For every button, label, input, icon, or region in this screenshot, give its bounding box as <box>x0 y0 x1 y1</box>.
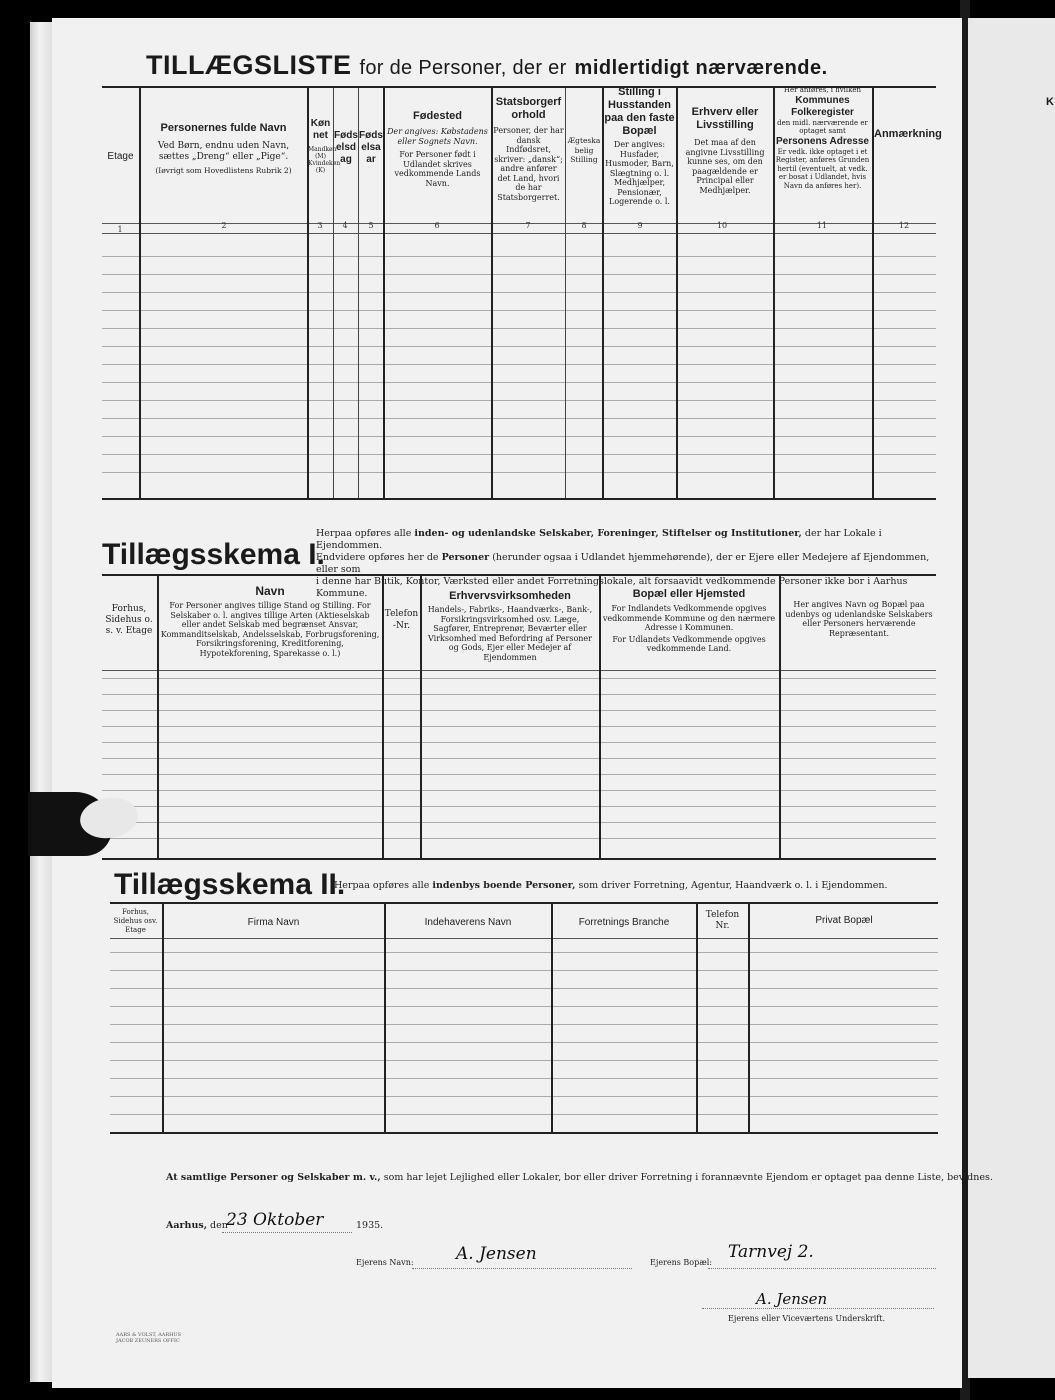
main-title-normal: for de Personer, der er <box>359 57 567 79</box>
col-household-header: Stilling i Husstanden paa den faste Bopæl Der angives: Husfader, Husmoder, Barn, Slægtning o. l. Medhjælper, Pensionær, Logerende o. l. <box>604 86 675 206</box>
signature-label: Ejerens eller Viceværtens Underskrift. <box>728 1314 886 1323</box>
owner-name-handwritten: A. Jensen <box>456 1244 537 1264</box>
owner-address-label: Ejerens Bopæl: <box>650 1258 713 1267</box>
col-register-header: Her anføres, i hvilken Kommunes Folkeregister den midl. nærværende er optaget samt Personens Adresse Er vedk. ikke optaget i et Register, anføres Grunden hertil (eventuelt, at vedk. er bosat i Udlandet, hvis Navn da anføres her). <box>775 86 870 190</box>
skema2-col-firm: Firma Navn <box>247 917 300 928</box>
main-table-bottom-rule <box>102 498 936 500</box>
col-name-header: Personernes fulde Navn Ved Børn, endnu uden Navn, sættes „Dreng“ eller „Pige“. (Iøvrigt som Hovedlistens Rubrik 2) <box>155 122 292 175</box>
declaration: At samtlige Personer og Selskaber m. v., som har lejet Lejlighed eller Lokaler, bor eller driver Forretning i forannævnte Ejendom er optaget paa denne Liste, bevidnes. <box>166 1172 993 1183</box>
skema1-title: Tillægsskema I. <box>102 538 325 571</box>
col-birthplace-header: Fødested Der angives: Købstadens eller Sognets Navn. For Personer født i Udlandet skrives vedkommende Lands Navn. <box>387 110 488 188</box>
place-label: Aarhus, den <box>166 1220 228 1231</box>
skema1-col-representative: Her angives Navn og Bopæl paa udenbys og udenlandske Selskabers eller Personers herværende Repræsentant. <box>785 600 933 638</box>
col-sex-header: Kønnet Mandkøn (M) Kvindekøn (K) <box>308 118 341 174</box>
owner-address-handwritten: Tarnvej 2. <box>728 1242 814 1262</box>
printer-mark: AARS & VOLST, AARHUS JACOB ZEUNERS OFFIC <box>116 1332 182 1344</box>
skema1-col-phone: Telefon-Nr. <box>384 609 419 631</box>
skema2-col-private-address: Privat Bopæl <box>815 915 873 926</box>
skema2-col-phone: Telefon Nr. <box>705 910 740 931</box>
year: 1935. <box>356 1220 384 1231</box>
skema2-col-owner: Indehaverens Navn <box>424 917 512 928</box>
col-etage-header: Etage <box>107 151 134 162</box>
col-birthday-header: Fødselsdag <box>334 130 358 165</box>
page-stack-edge <box>30 22 54 1382</box>
main-table-num-rule <box>102 233 936 234</box>
main-title-bold: midlertidigt nærværende. <box>574 57 828 79</box>
skema1-col-residence: Bopæl eller Hjemsted For Indlandets Vedkommende opgives vedkommende Kommune og den nærmere Adresse i Kommunen. For Udlandets Vedkommende opgives vedkommende Land. <box>602 588 776 653</box>
thumb <box>28 792 112 856</box>
col-remark-header: Anmærkning <box>874 128 942 140</box>
skema2-description: Herpaa opføres alle indenbys boende Personer, som driver Forretning, Agentur, Haandværk o. l. i Ejendommen. <box>334 880 888 891</box>
facing-page-letter: K <box>1046 96 1054 108</box>
skema1-col-floor: Forhus, Sidehus o. s. v. Etage <box>105 604 153 636</box>
form-page: TILLÆGSLISTE for de Personer, der er midlertidigt nærværende. Etage Personernes fulde Navn Ved Børn, endnu uden Navn, sættes „Dreng“ eller „Pige“. (Iøvrigt som Hovedlistens Rubrik 2) Kønnet Mandkøn (M) Kvindekøn (K) Fødselsdag Fødselsaar Fødested Der angives: Købstadens eller Sognets Navn. For Personer født i Udlandet skrives vedkommende Lands Navn. Statsborgerforhold Personer, der har dansk Indfødsret, skriver: „dansk“; andre anfører det Land, hvori de har Statsborgerret. Ægteskabelig Stilling Stilling i Husstanden paa den faste Bopæl Der angives: Husfader, Husmoder, Barn, Slægtning o. l. Medhjælper, Pensionær, Logerende o. l. Erhverv eller Livsstilling Det maa af den angivne Livsstilling kunne ses, om den paagældende er Principal eller Medhjælper. Her anføres, i hvilken Kommunes Folkeregister den midl. nærværende er optaget samt Personens Adresse Er vedk. ikke optaget i et Register, anføres Grunden hertil (eventuelt, at vedk. er bosat i Udlandet, hvis Navn da anføres her). Anmærkning 1 2 3 4 5 6 7 8 9 10 11 12 Tillægsskema I. Herpaa opføres alle inden- og udenlandske Selskaber, Foreninger, Stiftelser og Institutioner, der har Lokale i Ejendommen. Endvidere opføres her de Personer (herunder ogsaa i Udlandet hjemmehørende), der er Ejere eller Medejere af Ejendommen, eller som i denne har Butik, Kontor, Værksted eller andet Forretningslokale, alt forsaavidt vedkommende Personer ikke bor i Aarhus Kommune. Forhus, Sidehus o. s. v. Etage Navn For Personer angives tillige Stand og Stilling. For Selskaber o. l. angives tillige Arten (Aktieselskab eller andet Selskab med begrænset Ansvar, Kommanditselskab, Andelsselskab, Forbrugsforening, Forsikringsforening, Kreditforening, Hypotekforening, Sparekasse o. l.) Telefon-Nr. Erhvervsvirksomheden Handels-, Fabriks-, Haandværks-, Bank-, Forsikringsvirksomhed osv. Læge, Sagfører, Entreprenør, Beværter eller Virksomhed med Befordring af Personer og Gods, Ejer eller Medejer af Ejendommen Bopæl eller Hjemsted For Indlandets Vedkommende opgives vedkommende Kommune og den nærmere Adresse i Kommunen. For Udlandets Vedkommende opgives vedkommende Land. Her angives Navn og Bopæl paa udenbys og udenlandske Selskabers eller Personers herværende Repræsentant. Tillægsskema II. Herpaa opføres alle indenbys boende Personer, som driver Forretning, Agentur, Haandværk o. l. i Ejendommen. Forhus, Sidehus osv. Etage Firma Navn Indehaverens Navn Forretnings Branche Telefon Nr. Privat Bopæl At samtlige Personer og Selskaber m. v., som har lejet Lejlighed eller Lokaler, bor eller driver Forretning i forannævnte Ejendom er optaget paa denne Liste, bevidnes. Aarhus, den 23 Oktober 1935. Ejerens Navn: A. Jensen Ejerens Bopæl: Tarnvej 2. A. Jensen Ejerens eller Viceværtens Underskrift. AARS & VOLST, AARHUS JACOB ZEUNERS OFFIC <box>52 18 962 1388</box>
col-marital-header: Ægteskabelig Stilling <box>567 136 601 164</box>
skema1-col-name: Navn For Personer angives tillige Stand og Stilling. For Selskaber o. l. angives tillige Arten (Aktieselskab eller andet Selskab med begrænset Ansvar, Kommanditselskab, Andelsselskab, Forbrugsforening, Forsikringsforening, Kreditforening, Hypotekforening, Sparekasse o. l.) <box>160 584 380 658</box>
skema1-description: Herpaa opføres alle inden- og udenlandske Selskaber, Foreninger, Stiftelser og Institutioner, der har Lokale i Ejendommen. Endvidere opføres her de Personer (herunder ogsaa i Udlandet hjemmehørende), der er Ejere eller Medejere af Ejendommen, eller som i denne har Butik, Kontor, Værksted eller andet Forretningslokale, alt forsaavidt vedkommende Personer ikke bor i Aarhus Kommune. <box>316 528 930 599</box>
skema2-title: Tillægsskema II. <box>114 868 346 901</box>
col-citizenship-header: Statsborgerforhold Personer, der har dansk Indfødsret, skriver: „dansk“; andre anfører det Land, hvori de har Statsborgerret. <box>493 96 564 202</box>
signature-handwritten: A. Jensen <box>756 1290 828 1308</box>
owner-name-label: Ejerens Navn: <box>356 1258 414 1267</box>
skema2-col-branch: Forretnings Branche <box>578 917 670 928</box>
col-birthyear-header: Fødselsaar <box>359 130 383 165</box>
skema2-col-floor: Forhus, Sidehus osv. Etage <box>113 908 158 934</box>
main-title <box>146 50 828 81</box>
skema1-col-business: Erhvervsvirksomheden Handels-, Fabriks-, Haandværks-, Bank-, Forsikringsvirksomhed osv. Læge, Sagfører, Entreprenør, Beværter eller Virksomhed med Befordring af Personer og Gods, Ejer eller Medejer af Ejendommen <box>427 590 593 662</box>
main-title-big: TILLÆGSLISTE <box>146 50 352 80</box>
col-occupation-header: Erhverv eller Livsstilling Det maa af den angivne Livsstilling kunne ses, om den paagældende er Principal eller Medhjælper. <box>685 106 765 195</box>
date-handwritten: 23 Oktober <box>226 1210 324 1230</box>
